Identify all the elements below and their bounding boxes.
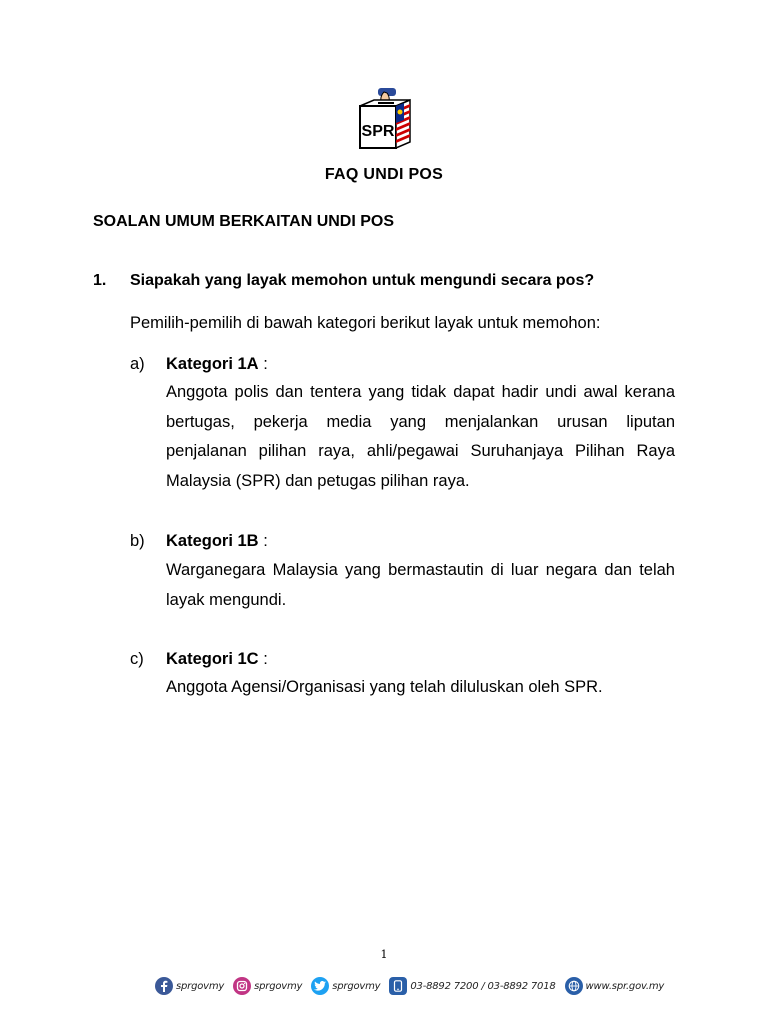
page-title: FAQ UNDI POS xyxy=(324,166,444,183)
footer-phone[interactable] xyxy=(389,977,555,995)
question-text: Siapakah yang layak memohon untuk mengundi secara pos? xyxy=(130,272,595,289)
footer-facebook[interactable] xyxy=(155,977,224,995)
question-intro: Pemilih-pemilih di bawah kategori berikut layak untuk memohon: xyxy=(130,314,601,332)
question-number: 1. xyxy=(93,272,107,289)
facebook-handle: sprgovmy xyxy=(176,980,225,992)
item-body: Anggota Agensi/Organisasi yang telah diluluskan oleh SPR. xyxy=(166,678,603,696)
item-letter: c) xyxy=(130,650,144,668)
section-heading: SOALAN UMUM BERKAITAN UNDI POS xyxy=(93,213,395,230)
page-number: 1 xyxy=(380,948,388,961)
spr-logo xyxy=(356,86,416,152)
item-category: Kategori 1B xyxy=(166,532,259,550)
footer-contacts xyxy=(155,974,675,998)
item-body: Warganegara Malaysia yang bermastautin di luar negara dan telah layak mengundi. xyxy=(166,561,675,609)
footer-instagram[interactable] xyxy=(233,977,302,995)
phone-icon xyxy=(389,977,407,995)
phone-numbers: 03-8892 7200 / 03-8892 7018 xyxy=(410,980,556,992)
item-category: Kategori 1A xyxy=(166,355,259,373)
instagram-icon xyxy=(233,977,251,995)
ballot-box-icon xyxy=(356,86,416,152)
facebook-icon xyxy=(155,977,173,995)
item-separator: : xyxy=(258,355,268,373)
twitter-handle: sprgovmy xyxy=(332,980,381,992)
item-body: Anggota polis dan tentera yang tidak dapat hadir undi awal kerana bertugas, pekerja media yang menjalankan urusan liputan penjalanan pilihan raya, ahli/pegawai Suruhanjaya Pilihan Raya Malaysia (SPR) dan petugas pilihan raya. xyxy=(166,383,675,490)
footer-twitter[interactable] xyxy=(311,977,380,995)
item-separator: : xyxy=(258,650,268,668)
twitter-icon xyxy=(311,977,329,995)
website-url: www.spr.gov.my xyxy=(585,980,665,992)
logo-text: SPR xyxy=(361,123,395,140)
footer-website[interactable] xyxy=(565,977,665,995)
item-heading xyxy=(166,355,268,374)
item-letter: a) xyxy=(130,355,145,373)
item-letter: b) xyxy=(130,532,145,550)
instagram-handle: sprgovmy xyxy=(254,980,303,992)
item-heading xyxy=(166,532,268,551)
item-separator: : xyxy=(258,532,268,550)
item-heading xyxy=(166,650,268,669)
item-category: Kategori 1C xyxy=(166,650,259,668)
globe-icon xyxy=(565,977,583,995)
